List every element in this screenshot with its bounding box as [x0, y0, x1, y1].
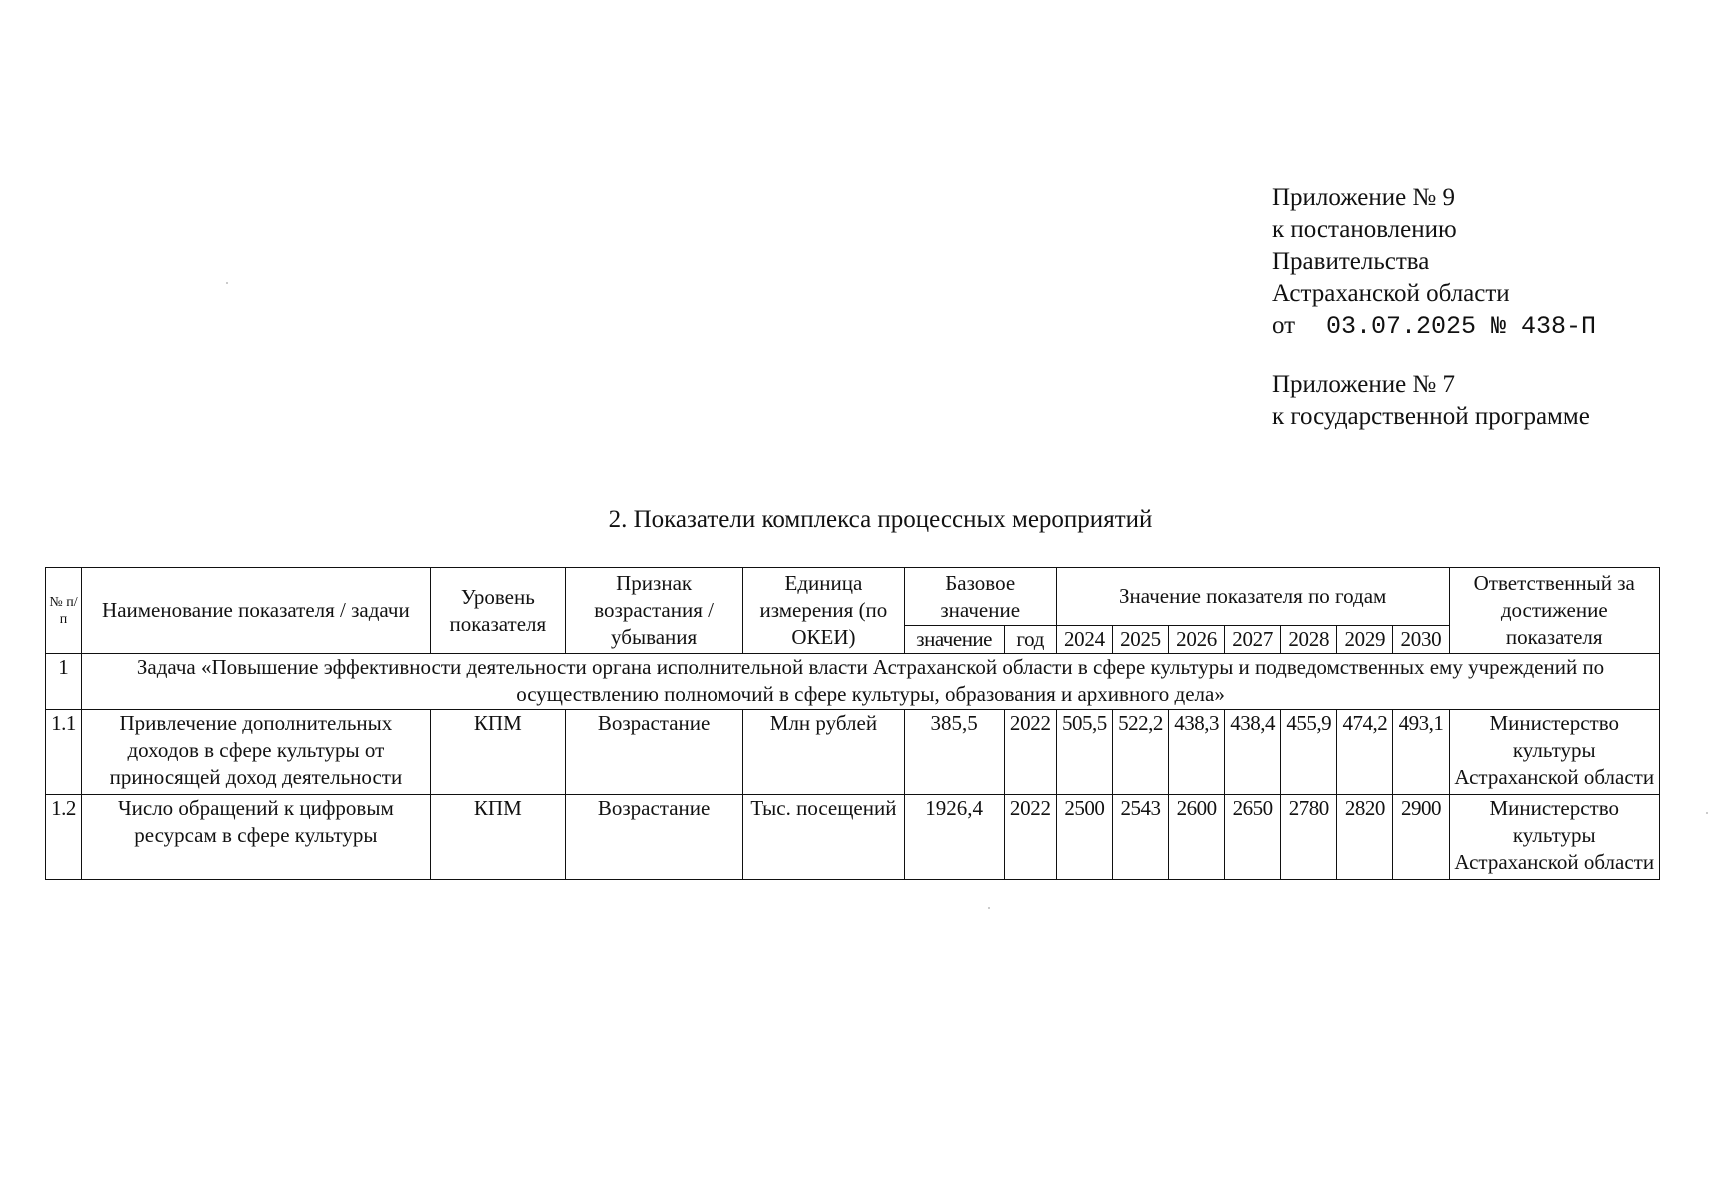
row-year-value: 2650 — [1225, 795, 1281, 880]
row-unit: Тыс. посещений — [743, 795, 904, 880]
row-num: 1.2 — [46, 795, 82, 880]
table-header-row — [46, 568, 1660, 626]
row-year-value: 493,1 — [1393, 710, 1449, 795]
row-trend: Возрастание — [565, 795, 742, 880]
table-row — [46, 710, 1660, 795]
row-year-value: 522,2 — [1112, 710, 1168, 795]
col-header-base-year: год — [1004, 626, 1056, 654]
table-row — [46, 795, 1660, 880]
col-header-base-value: значение — [904, 626, 1004, 654]
col-header-year: 2024 — [1056, 626, 1112, 654]
row-base-value: 1926,4 — [904, 795, 1004, 880]
appendix-region: Астраханской области — [1272, 280, 1510, 307]
col-header-name: Наименование показателя / задачи — [82, 568, 431, 654]
program-appendix-number: Приложение № 7 — [1272, 371, 1456, 398]
row-unit: Млн рублей — [743, 710, 904, 795]
col-header-year: 2030 — [1393, 626, 1449, 654]
col-header-level: Уровень показателя — [430, 568, 565, 654]
scan-speck — [1706, 812, 1708, 814]
row-year-value: 474,2 — [1337, 710, 1393, 795]
col-header-responsible: Ответственный за достижение показателя — [1449, 568, 1660, 654]
appendix-number: Приложение № 9 — [1272, 184, 1456, 211]
col-header-num: № п/п — [46, 568, 82, 654]
row-year-value: 2500 — [1056, 795, 1112, 880]
program-appendix-ref: к государственной программе — [1272, 403, 1590, 430]
row-level: КПМ — [430, 795, 565, 880]
task-num: 1 — [46, 654, 82, 710]
col-header-trend: Признак возрастания / убывания — [565, 568, 742, 654]
resolution-value: 03.07.2025 № 438-П — [1326, 312, 1597, 341]
row-year-value: 2820 — [1337, 795, 1393, 880]
row-base-value: 385,5 — [904, 710, 1004, 795]
row-responsible: Министерство культуры Астраханской области — [1449, 795, 1660, 880]
scan-speck — [226, 282, 228, 284]
col-header-year: 2029 — [1337, 626, 1393, 654]
row-year-value: 455,9 — [1281, 710, 1337, 795]
appendix-resolution-ref: к постановлению — [1272, 216, 1457, 243]
row-responsible: Министерство культуры Астраханской области — [1449, 710, 1660, 795]
row-year-value: 2900 — [1393, 795, 1449, 880]
row-num: 1.1 — [46, 710, 82, 795]
col-header-year: 2027 — [1225, 626, 1281, 654]
row-base-year: 2022 — [1004, 795, 1056, 880]
section-title: 2. Показатели комплекса процессных мероприятий — [608, 506, 1153, 533]
col-header-year: 2026 — [1169, 626, 1225, 654]
task-row — [46, 654, 1660, 710]
col-header-year: 2025 — [1112, 626, 1168, 654]
scan-speck — [988, 907, 990, 909]
row-base-year: 2022 — [1004, 710, 1056, 795]
col-header-unit: Единица измерения (по ОКЕИ) — [743, 568, 904, 654]
row-year-value: 438,4 — [1225, 710, 1281, 795]
row-name: Привлечение дополнительных доходов в сфере культуры от приносящей доход деятельности — [82, 710, 431, 795]
row-year-value: 2600 — [1169, 795, 1225, 880]
appendix-government: Правительства — [1272, 248, 1430, 275]
appendix-header — [1272, 182, 1596, 433]
resolution-date-number — [1272, 310, 1596, 343]
indicators-table — [45, 567, 1660, 880]
row-name: Число обращений к цифровым ресурсам в сфере культуры — [82, 795, 431, 880]
col-header-by-years: Значение показателя по годам — [1056, 568, 1449, 626]
task-text: Задача «Повышение эффективности деятельности органа исполнительной власти Астраханской области в сфере культуры и подведомственных ему учреждений по осуществлению полномочий в сфере культуры, образования и архивного дела» — [82, 654, 1660, 710]
row-level: КПМ — [430, 710, 565, 795]
col-header-year: 2028 — [1281, 626, 1337, 654]
col-header-base: Базовое значение — [904, 568, 1056, 626]
resolution-prefix: от — [1272, 312, 1296, 339]
row-year-value: 505,5 — [1056, 710, 1112, 795]
row-year-value: 438,3 — [1169, 710, 1225, 795]
row-year-value: 2780 — [1281, 795, 1337, 880]
row-trend: Возрастание — [565, 710, 742, 795]
row-year-value: 2543 — [1112, 795, 1168, 880]
